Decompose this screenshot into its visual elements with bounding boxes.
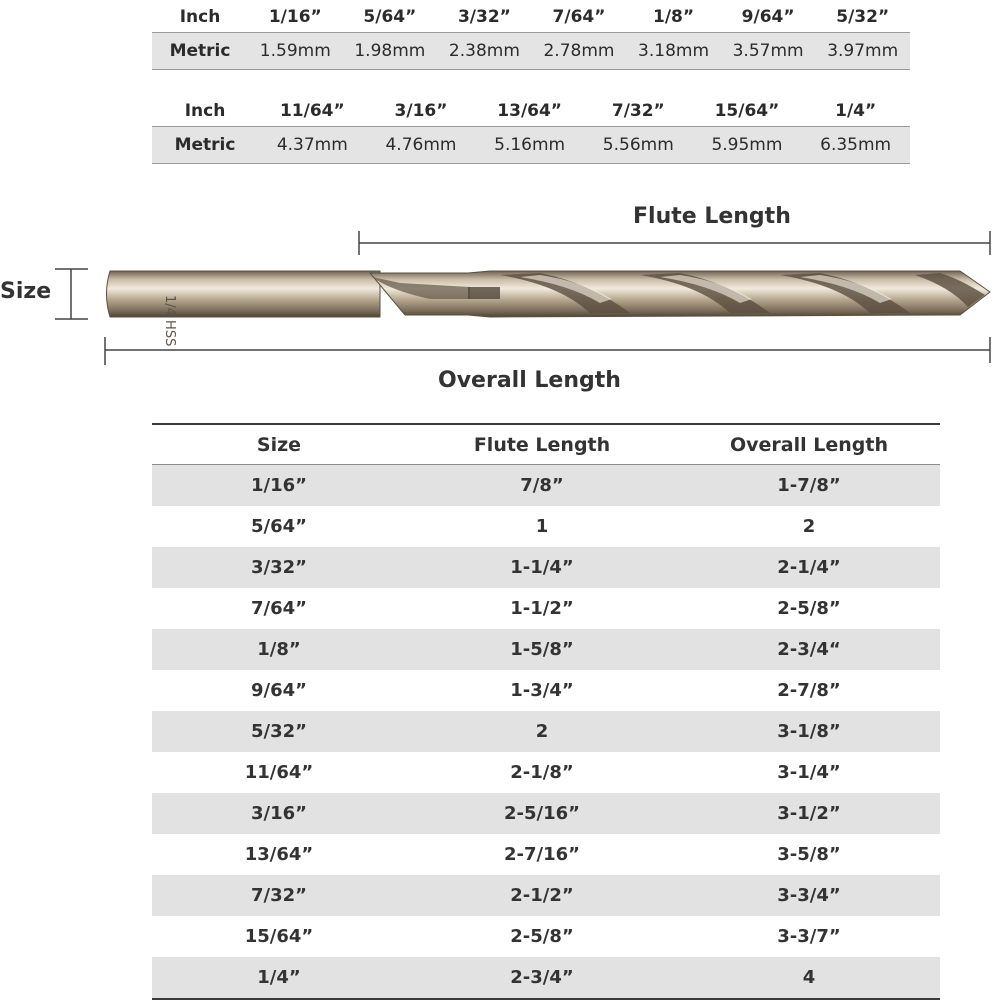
inch-cell: 13/64” bbox=[497, 101, 562, 121]
size-cell: 1/4” bbox=[152, 957, 406, 999]
inch-metric-conversion-table-2 bbox=[152, 96, 910, 164]
size-cell: 3/32” bbox=[152, 547, 406, 588]
flute-length-cell: 2-3/4” bbox=[406, 957, 678, 999]
table-row bbox=[152, 752, 940, 793]
flute-length-cell: 2-5/8” bbox=[510, 926, 574, 947]
size-cell: 5/64” bbox=[251, 516, 307, 537]
metric-cell: 3.18mm bbox=[626, 33, 721, 70]
inch-cell: 3/16” bbox=[394, 101, 448, 121]
table-row bbox=[152, 670, 940, 711]
overall-length-cell: 2 bbox=[802, 516, 816, 537]
table-row bbox=[152, 506, 940, 547]
overall-length-dimension-line bbox=[105, 337, 990, 365]
size-cell: 3/16” bbox=[152, 793, 406, 834]
flute-length-cell: 2 bbox=[406, 711, 678, 752]
overall-length-cell: 3-1/8” bbox=[678, 711, 940, 752]
overall-length-cell: 2-3/4“ bbox=[678, 629, 940, 670]
table-row bbox=[152, 793, 940, 834]
metric-cell: 6.35mm bbox=[801, 127, 910, 164]
flute-length-cell: 2-5/16” bbox=[406, 793, 678, 834]
metric-row-label: Metric bbox=[152, 33, 248, 70]
flute-length-cell: 1-1/2” bbox=[510, 598, 574, 619]
size-cell: 11/64” bbox=[244, 762, 314, 783]
table-row bbox=[152, 957, 940, 999]
inch-cell: 5/64” bbox=[363, 7, 417, 27]
size-dimension-line bbox=[55, 269, 88, 319]
inch-cell: 7/32” bbox=[611, 101, 665, 121]
metric-cell: 5.56mm bbox=[584, 127, 693, 164]
overall-length-cell: 1-7/8” bbox=[678, 465, 940, 507]
drill-shank bbox=[107, 271, 381, 346]
table-row bbox=[152, 875, 940, 916]
drill-flutes bbox=[370, 271, 990, 317]
table-row bbox=[152, 547, 940, 588]
drill-size-spec-table bbox=[152, 423, 940, 1000]
overall-length-cell: 2-5/8” bbox=[777, 598, 841, 619]
spec-header-row bbox=[152, 424, 940, 465]
overall-length-cell: 3-1/4” bbox=[777, 762, 841, 783]
overall-length-cell: 3-5/8” bbox=[777, 844, 841, 865]
overall-length-cell: 3-3/4” bbox=[678, 875, 940, 916]
inch-row bbox=[152, 2, 910, 33]
size-cell: 15/64” bbox=[244, 926, 314, 947]
size-cell: 7/64” bbox=[251, 598, 307, 619]
metric-cell: 3.57mm bbox=[721, 33, 816, 70]
flute-length-cell: 2-7/16” bbox=[504, 844, 580, 865]
size-cell: 1/16” bbox=[152, 465, 406, 507]
metric-cell: 5.16mm bbox=[475, 127, 584, 164]
size-cell: 5/32” bbox=[152, 711, 406, 752]
spec-table-body bbox=[152, 465, 940, 1000]
header-size: Size bbox=[152, 424, 406, 465]
metric-cell: 4.37mm bbox=[258, 127, 367, 164]
flute-length-cell: 1-1/4” bbox=[406, 547, 678, 588]
inch-cell: 1/16” bbox=[268, 7, 322, 27]
overall-length-cell: 3-3/7” bbox=[777, 926, 841, 947]
metric-cell: 2.78mm bbox=[532, 33, 627, 70]
metric-cell: 5.95mm bbox=[693, 127, 802, 164]
inch-row-label: Inch bbox=[184, 101, 226, 121]
inch-cell: 1/4” bbox=[835, 101, 877, 121]
table-row bbox=[152, 834, 940, 875]
table-row bbox=[152, 588, 940, 629]
table-row bbox=[152, 629, 940, 670]
inch-cell: 11/64” bbox=[279, 101, 345, 121]
metric-cell: 3.97mm bbox=[815, 33, 910, 70]
metric-cell: 4.76mm bbox=[367, 127, 476, 164]
inch-row-label: Inch bbox=[179, 7, 221, 27]
overall-length-cell: 2-1/4” bbox=[678, 547, 940, 588]
table-row bbox=[152, 916, 940, 957]
metric-cell: 1.98mm bbox=[343, 33, 438, 70]
inch-cell: 7/64” bbox=[552, 7, 606, 27]
metric-row bbox=[152, 127, 910, 164]
size-label: Size bbox=[0, 279, 52, 304]
inch-cell: 3/32” bbox=[457, 7, 511, 27]
metric-row-label: Metric bbox=[152, 127, 258, 164]
header-overall-length: Overall Length bbox=[678, 424, 940, 465]
inch-metric-conversion-table-1 bbox=[152, 2, 910, 70]
inch-row bbox=[152, 96, 910, 127]
overall-length-cell: 4 bbox=[678, 957, 940, 999]
inch-cell: 5/32” bbox=[836, 7, 890, 27]
inch-cell: 15/64” bbox=[714, 101, 780, 121]
size-cell: 13/64” bbox=[244, 844, 314, 865]
flute-length-cell: 7/8” bbox=[406, 465, 678, 507]
table-row bbox=[152, 465, 940, 507]
flute-length-cell: 1 bbox=[535, 516, 549, 537]
inch-cell: 9/64” bbox=[741, 7, 795, 27]
size-cell: 1/8” bbox=[152, 629, 406, 670]
flute-length-cell: 1-3/4” bbox=[510, 680, 574, 701]
size-cell: 9/64” bbox=[251, 680, 307, 701]
table-row bbox=[152, 711, 940, 752]
flute-length-cell: 1-5/8” bbox=[406, 629, 678, 670]
inch-cell: 1/8” bbox=[653, 7, 695, 27]
metric-cell: 1.59mm bbox=[248, 33, 343, 70]
drill-bit-diagram bbox=[0, 195, 994, 400]
overall-length-cell: 2-7/8” bbox=[777, 680, 841, 701]
metric-cell: 2.38mm bbox=[437, 33, 532, 70]
overall-length-label: Overall Length bbox=[438, 368, 621, 393]
shank-marking: 1/4 HSS bbox=[162, 295, 177, 347]
flute-length-dimension-line bbox=[359, 231, 990, 255]
size-cell: 7/32” bbox=[152, 875, 406, 916]
header-flute-length: Flute Length bbox=[406, 424, 678, 465]
metric-row bbox=[152, 33, 910, 70]
overall-length-cell: 3-1/2” bbox=[678, 793, 940, 834]
flute-length-cell: 2-1/2” bbox=[406, 875, 678, 916]
flute-length-cell: 2-1/8” bbox=[510, 762, 574, 783]
flute-length-label: Flute Length bbox=[633, 204, 791, 229]
